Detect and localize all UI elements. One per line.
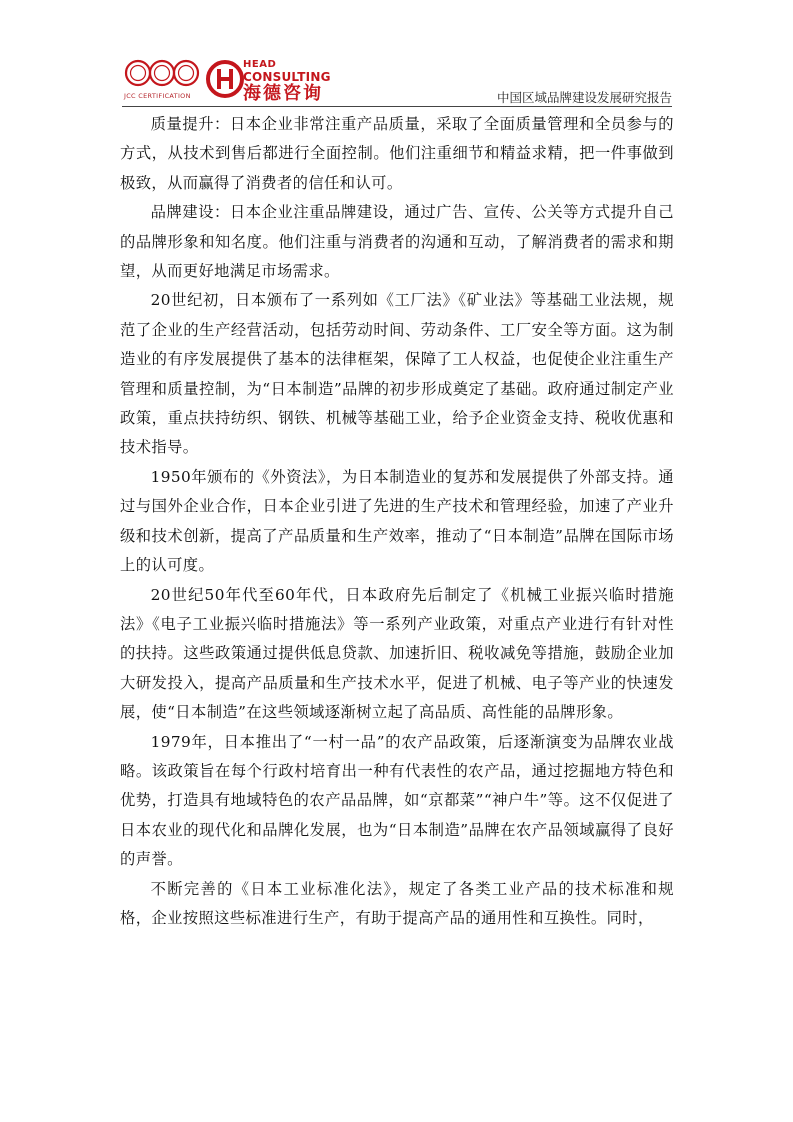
head-logo-line1: HEAD bbox=[243, 59, 277, 70]
page-header bbox=[0, 0, 793, 108]
paragraph-industrial-standards: 不断完善的《日本工业标准化法》，规定了各类工业产品的技术标准和规格，企业按照这些标准进行生产，有助于提高产品的通用性和互换性。同时， bbox=[120, 879, 674, 927]
document-body bbox=[120, 110, 674, 933]
paragraph-industrial-policy: 20世纪50年代至60年代，日本政府先后制定了《机械工业振兴临时措施法》《电子工业振兴临时措施法》等一系列产业政策，对重点产业进行有针对性的扶持。这些政策通过提供低息贷款、加速折旧、税收减免等措施，鼓励企业加大研发投入，提高产品质量和生产技术水平，促进了机械、电子等产业的快速发展，使“日本制造”在这些领域逐渐树立起了高品质、高性能的品牌形象。 bbox=[120, 585, 674, 722]
paragraph-brand-building: 品牌建设：日本企业注重品牌建设，通过广告、宣传、公关等方式提升自己的品牌形象和知名度。他们注重与消费者的沟通和互动，了解消费者的需求和期望，从而更好地满足市场需求。 bbox=[120, 203, 674, 281]
header-divider bbox=[122, 106, 672, 107]
head-logo-line2: CONSULTING bbox=[243, 70, 331, 84]
jcc-certification-logo bbox=[124, 58, 200, 88]
paragraph-one-village-one-product: 1979年，日本推出了“一村一品”的农产品政策，后逐渐演变为品牌农业战略。该政策旨在每个行政村培育出一种有代表性的农产品，通过挖掘地方特色和优势，打造具有地域特色的农产品品牌，如“京都菜”“神户牛”等。这不仅促进了日本农业的现代化和品牌化发展，也为“日本制造”品牌在农产品领域赢得了良好的声誉。 bbox=[120, 732, 674, 869]
paragraph-foreign-capital-law: 1950年颁布的《外资法》，为日本制造业的复苏和发展提供了外部支持。通过与国外企业合作，日本企业引进了先进的生产技术和管理经验，加速了产业升级和技术创新，提高了产品质量和生产效率，推动了“日本制造”品牌在国际市场上的认可度。 bbox=[120, 467, 674, 575]
head-logo-chinese: 海德咨询 bbox=[243, 83, 323, 104]
head-consulting-logo-icon bbox=[206, 60, 244, 98]
jcc-logo-text: JCC CERTIFICATION bbox=[124, 92, 191, 100]
report-title: 中国区域品牌建设发展研究报告 bbox=[496, 90, 672, 105]
head-consulting-logo-text bbox=[243, 60, 331, 103]
paragraph-quality: 质量提升：日本企业非常注重产品质量，采取了全面质量管理和全员参与的方式，从技术到售后都进行全面控制。他们注重细节和精益求精，把一件事做到极致，从而赢得了消费者的信任和认可。 bbox=[120, 115, 674, 192]
paragraph-early-laws: 20世纪初，日本颁布了一系列如《工厂法》《矿业法》等基础工业法规，规范了企业的生产经营活动，包括劳动时间、劳动条件、工厂安全等方面。这为制造业的有序发展提供了基本的法律框架，保障了工人权益，也促使企业注重生产管理和质量控制，为“日本制造”品牌的初步形成奠定了基础。政府通过制定产业政策，重点扶持纺织、钢铁、机械等基础工业，给予企业资金支持、税收优惠和技术指导。 bbox=[120, 291, 674, 457]
